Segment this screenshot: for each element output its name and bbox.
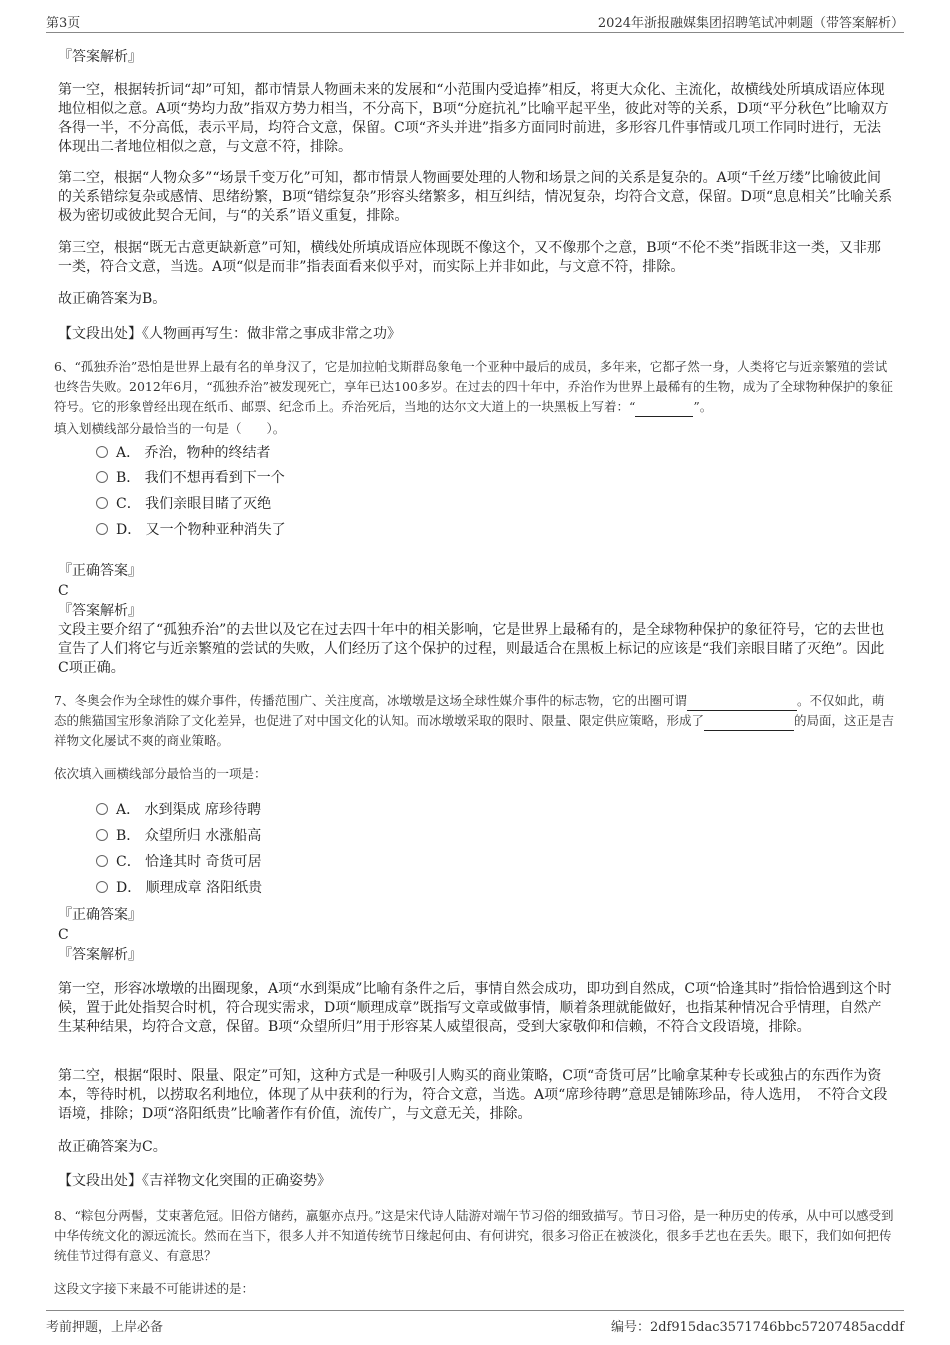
- q6-stem: 6、“孤独乔治”恐怕是世界上最有名的单身汉了，它是加拉帕戈斯群岛象龟一个亚种中最后的成员，多年来，它都孑然一身，人类将它与近亲繁殖的尝试也终告失败。2012年6月，“孤独乔治”被发现死亡，享年已达100多岁。在过去的四十年中，乔治作为世界上最稀有的生物，成为了全球物种保护的象征符号。它的形象曾经出现在纸币、邮票、纪念币上。乔治死后，当地的达尔文大道上的一块黑板上写着：“ ”。: [54, 357, 896, 417]
- q8-stem: 8、“粽包分两髻，艾束著危冠。旧俗方储药，羸躯亦点丹。”这是宋代诗人陆游对端午节习俗的细致描写。节日习俗，是一种历史的传承，从中可以感受到中华传统文化的源远流长。然而在当下，很多人并不知道传统节日缘起何由、有何讲究，很多习俗正在被淡化，很多手艺也在丢失。眼下，我们如何把传统佳节过得有意义、有意思？: [54, 1208, 894, 1263]
- q7-option-d[interactable]: D． 顺理成章 洛阳纸贵: [96, 878, 262, 898]
- q6-analysis-label: 『答案解析』: [58, 603, 142, 619]
- radio-icon[interactable]: [96, 497, 108, 509]
- q5-analysis-label: 『答案解析』: [58, 49, 142, 65]
- q8-prompt: 这段文字接下来最不可能讲述的是：: [54, 1281, 255, 1296]
- q6-option-c[interactable]: C． 我们亲眼目睹了灭绝: [96, 494, 271, 514]
- q6-prompt: 填入划横线部分最恰当的一句是（ ）。: [54, 421, 286, 436]
- radio-icon[interactable]: [96, 446, 108, 458]
- radio-icon[interactable]: [96, 881, 108, 893]
- radio-icon[interactable]: [96, 471, 108, 483]
- q6-correct-answer: C: [58, 583, 69, 599]
- page-number: 第3页: [46, 16, 81, 31]
- q7-analysis-p1: 第一空，形容冰墩墩的出圈现象，A项“水到渠成”比喻有条件之后，事情自然会成功，即功到自然成，C项“恰逢其时”指恰恰遇到这个时候，置于此处指契合时机，符合现实需求，D项“顺理成章”既指写文章或做事情，顺着条理就能做好，也指某种情况合乎情理，自然产生某种结果，均符合文意，保留。B项“众望所归”用于形容某人威望很高，受到大家敬仰和信赖，不符合文段语境，排除。: [58, 981, 892, 1035]
- q7-option-b[interactable]: B． 众望所归 水涨船高: [96, 826, 261, 846]
- q7-prompt: 依次填入画横线部分最恰当的一项是：: [54, 766, 267, 781]
- radio-icon[interactable]: [96, 855, 108, 867]
- q5-analysis-p3: 第三空，根据“既无古意更缺新意”可知，横线处所填成语应体现既不像这个，又不像那个之意，B项“不伦不类”指既非这一类，又非那一类，符合文意，当选。A项“似是而非”指表面看来似乎对，而实际上并非如此，与文意不符，排除。: [58, 240, 881, 275]
- q5-conclusion: 故正确答案为B。: [58, 291, 167, 307]
- page-header: [46, 12, 904, 33]
- q6-correct-label: 『正确答案』: [58, 563, 142, 579]
- answer-blank: [704, 717, 794, 731]
- q5-analysis-p2: 第二空，根据“人物众多”“场景千变万化”可知，都市情景人物画要处理的人物和场景之间的关系是复杂的。A项“千丝万缕”比喻彼此间的关系错综复杂或感情、思绪纷繁，B项“错综复杂”形容头绪繁多，相互纠结，情况复杂，均符合文意，保留。D项“息息相关”比喻关系极为密切或彼此契合无间，与“的关系”语义重复，排除。: [58, 170, 893, 224]
- document-title: 2024年浙报融媒集团招聘笔试冲刺题（带答案解析）: [597, 16, 904, 31]
- q7-source: 【文段出处】《吉祥物文化突围的正确姿势》: [58, 1173, 331, 1189]
- q5-source: 【文段出处】《人物画再写生：做非常之事成非常之功》: [58, 326, 401, 342]
- q6-option-d[interactable]: D． 又一个物种亚种消失了: [96, 520, 286, 540]
- q6-option-a[interactable]: A． 乔治，物种的终结者: [96, 443, 271, 463]
- radio-icon[interactable]: [96, 523, 108, 535]
- q7-correct-answer: C: [58, 927, 69, 943]
- q7-correct-label: 『正确答案』: [58, 907, 142, 923]
- q7-option-a[interactable]: A． 水到渠成 席珍待聘: [96, 800, 261, 820]
- q7-option-c[interactable]: C． 恰逢其时 奇货可居: [96, 852, 262, 872]
- q7-analysis-label: 『答案解析』: [58, 947, 142, 963]
- radio-icon[interactable]: [96, 803, 108, 815]
- answer-blank: [635, 403, 693, 417]
- page-footer: [46, 1310, 904, 1339]
- document-code: 编号：2df915dac3571746bbc57207485acddf: [610, 1320, 904, 1335]
- radio-icon[interactable]: [96, 829, 108, 841]
- q6-option-b[interactable]: B． 我们不想再看到下一个: [96, 468, 285, 488]
- q7-analysis-p2: 第二空，根据“限时、限量、限定”可知，这种方式是一种吸引人购买的商业策略，C项“奇货可居”比喻拿某种专长或独占的东西作为资本，等待时机，以捞取名利地位，体现了从中获利的行为，符合文意，当选。A项“席珍待聘”意思是铺陈珍品，待人选用， 不符合文段语境，排除；D项“洛阳纸贵”比喻著作有价值，流传广，与文意无关，排除。: [58, 1068, 888, 1122]
- q7-conclusion: 故正确答案为C。: [58, 1139, 167, 1155]
- answer-blank: [687, 697, 797, 711]
- q7-stem: 7、冬奥会作为全球性的媒介事件，传播范围广、关注度高，冰墩墩是这场全球性媒介事件的标志物，它的出圈可谓 。不仅如此，萌态的熊猫国宝形象消除了文化差异，也促进了对中国文化的认知。而冰墩墩采取的限时、限量、限定供应策略，形成了 的局面，这正是吉祥物文化屡试不爽的商业策略。: [54, 693, 895, 748]
- q5-analysis-p1: 第一空，根据转折词“却”可知，都市情景人物画未来的发展和“小范围内受追捧”相反，将更大众化、主流化，故横线处所填成语应体现地位相似之意。A项“势均力敌”指双方势力相当，不分高下，B项“分庭抗礼”比喻平起平坐，彼此对等的关系，D项“平分秋色”比喻双方各得一半，不分高低，表示平局，均符合文意，保留。C项“齐头并进”指多方面同时前进，多形容几件事情或几项工作同时进行，无法体现出二者地位相似之意，与文意不符，排除。: [58, 82, 889, 155]
- q6-analysis: 文段主要介绍了“孤独乔治”的去世以及它在过去四十年中的相关影响，它是世界上最稀有的，是全球物种保护的象征符号，它的去世也宣告了人们将它与近亲繁殖的尝试的失败，人们经历了这个保护的过程，则最适合在黑板上标记的应该是“我们亲眼目睹了灭绝”。因此C项正确。: [58, 622, 885, 676]
- footer-slogan: 考前押题，上岸必备: [46, 1320, 164, 1335]
